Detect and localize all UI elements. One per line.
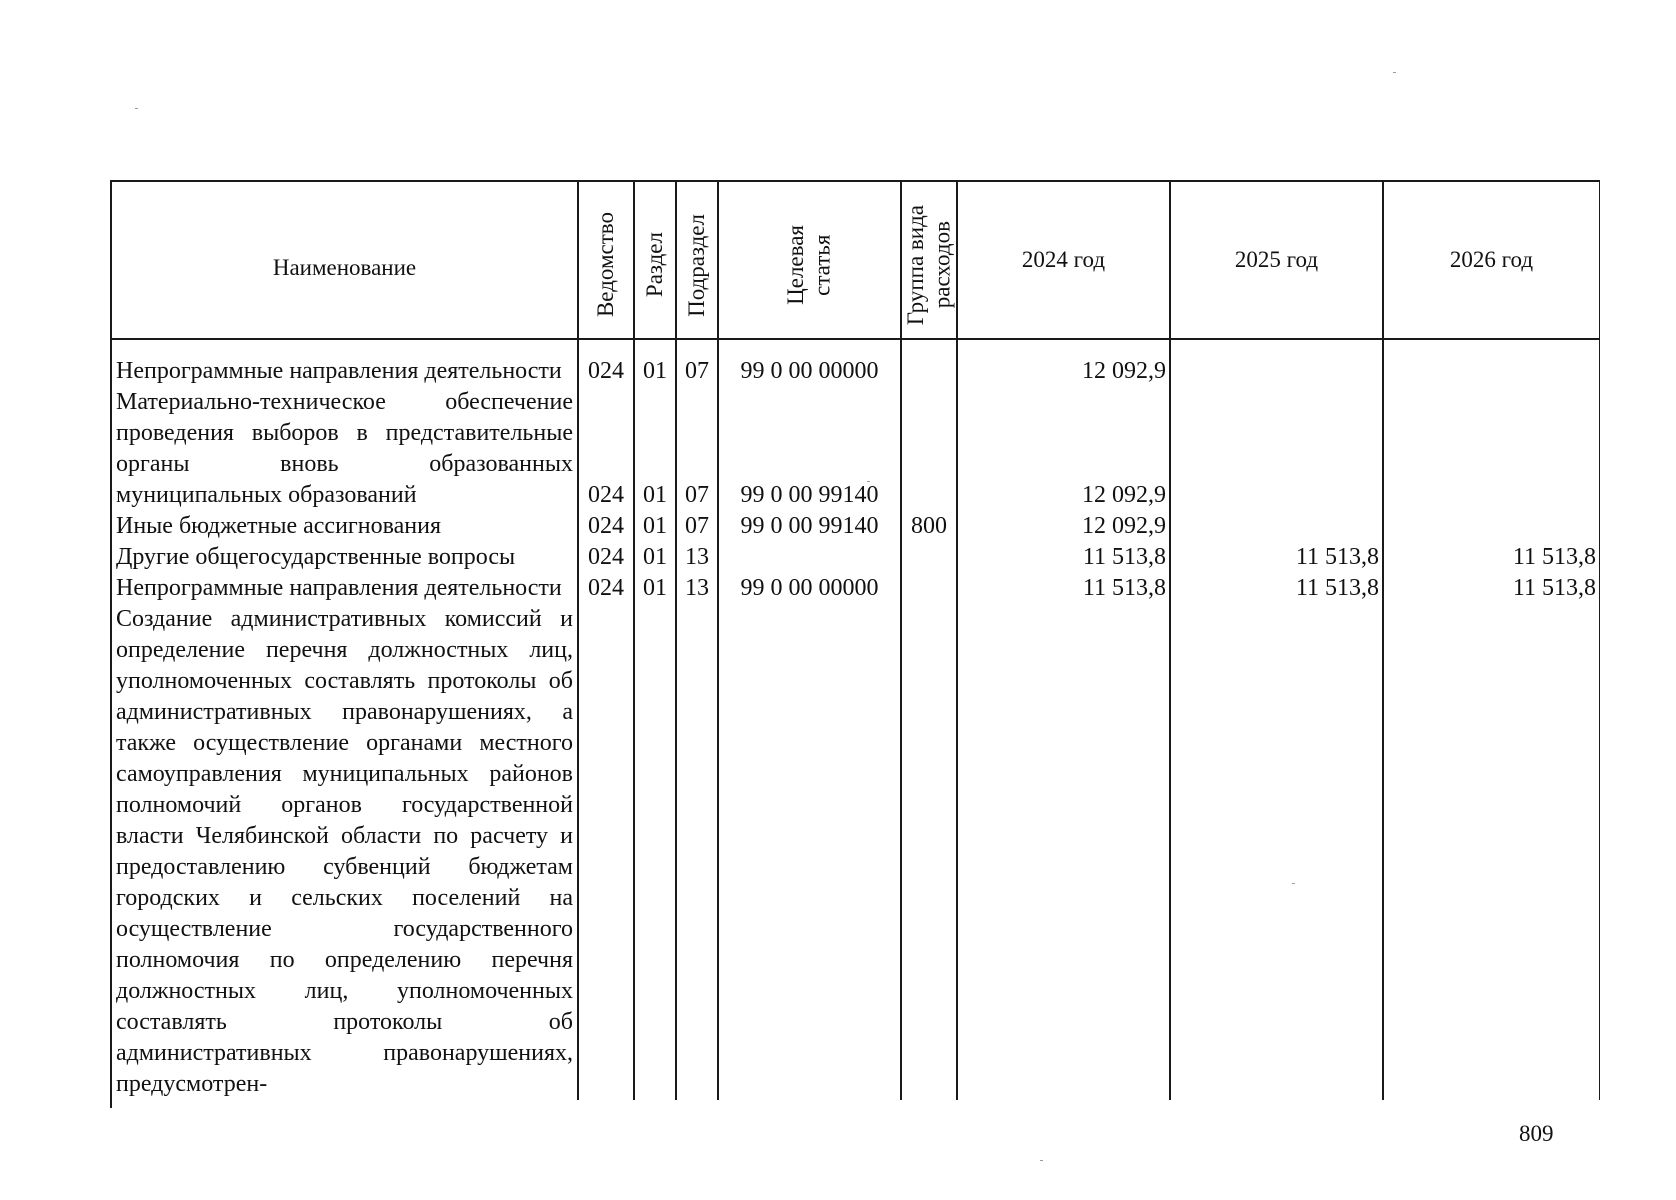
row-celevaya [718, 542, 901, 573]
header-gruppa: Группа вида расходов [901, 182, 957, 354]
table-body [112, 354, 1600, 1100]
table-row [112, 542, 1600, 573]
row-y2025: 11 513,8 [1170, 542, 1383, 573]
row-ved [578, 604, 634, 1100]
header-y2024: 2024 год [957, 182, 1170, 354]
table-row [112, 604, 1600, 1100]
row-name: Иные бюджетные ассигнования [112, 511, 578, 542]
row-y2026 [1383, 387, 1600, 511]
header-y2026: 2026 год [1383, 182, 1600, 354]
row-gruppa [901, 573, 957, 604]
page-number: 809 [1519, 1121, 1554, 1146]
header-celevaya: Целевая статья [718, 182, 901, 354]
row-ved: 024 [578, 573, 634, 604]
scan-speck [1393, 72, 1396, 73]
scan-speck [1040, 1160, 1043, 1161]
scan-speck [1292, 883, 1295, 884]
table-row [112, 573, 1600, 604]
budget-table [112, 182, 1600, 1100]
table-row [112, 511, 1600, 542]
row-gruppa [901, 387, 957, 511]
table-row [112, 354, 1600, 387]
row-ved: 024 [578, 387, 634, 511]
row-celevaya: 99 0 00 00000 [718, 354, 901, 387]
row-y2024: 11 513,8 [957, 573, 1170, 604]
row-ved: 024 [578, 511, 634, 542]
row-y2025 [1170, 511, 1383, 542]
row-y2026: 11 513,8 [1383, 573, 1600, 604]
row-podrazdel: 07 [676, 387, 718, 511]
row-y2025 [1170, 354, 1383, 387]
row-podrazdel: 07 [676, 354, 718, 387]
row-y2025: 11 513,8 [1170, 573, 1383, 604]
row-y2024: 11 513,8 [957, 542, 1170, 573]
row-celevaya: 99 0 00 99140 [718, 387, 901, 511]
row-ved: 024 [578, 542, 634, 573]
row-y2024 [957, 604, 1170, 1100]
row-y2024: 12 092,9 [957, 387, 1170, 511]
row-razdel: 01 [634, 511, 676, 542]
budget-table-sheet [110, 180, 1600, 1108]
row-gruppa [901, 604, 957, 1100]
row-y2025 [1170, 604, 1383, 1100]
row-y2026 [1383, 511, 1600, 542]
header-razdel: Раздел [634, 182, 676, 354]
row-podrazdel: 13 [676, 573, 718, 604]
row-name: Другие общегосударственные вопросы [112, 542, 578, 573]
row-celevaya [718, 604, 901, 1100]
row-name: Создание административных комиссий и определение перечня должностных лиц, уполномоченных составлять протоколы об административных правонарушениях, а также осуществление органами местного самоуправления муниципальных районов полномочий органов государственной власти Челябинской области по расчету и предоставлению субвенций бюджетам городских и сельских поселений на осуществление государственного полномочия по определению перечня должностных лиц, уполномоченных составлять протоколы об административных правонарушениях, предусмотрен- [112, 604, 578, 1100]
row-razdel: 01 [634, 354, 676, 387]
row-podrazdel: 07 [676, 511, 718, 542]
header-podrazdel: Подраздел [676, 182, 718, 354]
table-row [112, 387, 1600, 511]
scan-speck [135, 108, 138, 109]
row-y2026 [1383, 604, 1600, 1100]
scan-speck [867, 481, 870, 482]
row-podrazdel: 13 [676, 542, 718, 573]
row-name: Непрограммные направления деятельности [112, 354, 578, 387]
row-y2025 [1170, 387, 1383, 511]
table-header [112, 182, 1600, 354]
row-podrazdel [676, 604, 718, 1100]
row-y2026: 11 513,8 [1383, 542, 1600, 573]
row-name: Непрограммные направления деятельности [112, 573, 578, 604]
header-y2025: 2025 год [1170, 182, 1383, 354]
row-gruppa [901, 542, 957, 573]
header-vedomstvo: Ведомство [578, 182, 634, 354]
row-ved: 024 [578, 354, 634, 387]
row-y2024: 12 092,9 [957, 511, 1170, 542]
row-razdel: 01 [634, 573, 676, 604]
row-razdel [634, 604, 676, 1100]
row-name: Материально-техническое обеспечение проведения выборов в представительные органы вновь образованных муниципальных образований [112, 387, 578, 511]
row-celevaya: 99 0 00 99140 [718, 511, 901, 542]
row-gruppa [901, 354, 957, 387]
row-razdel: 01 [634, 542, 676, 573]
header-name: Наименование [112, 182, 578, 354]
row-y2026 [1383, 354, 1600, 387]
row-celevaya: 99 0 00 00000 [718, 573, 901, 604]
row-gruppa: 800 [901, 511, 957, 542]
row-razdel: 01 [634, 387, 676, 511]
row-y2024: 12 092,9 [957, 354, 1170, 387]
